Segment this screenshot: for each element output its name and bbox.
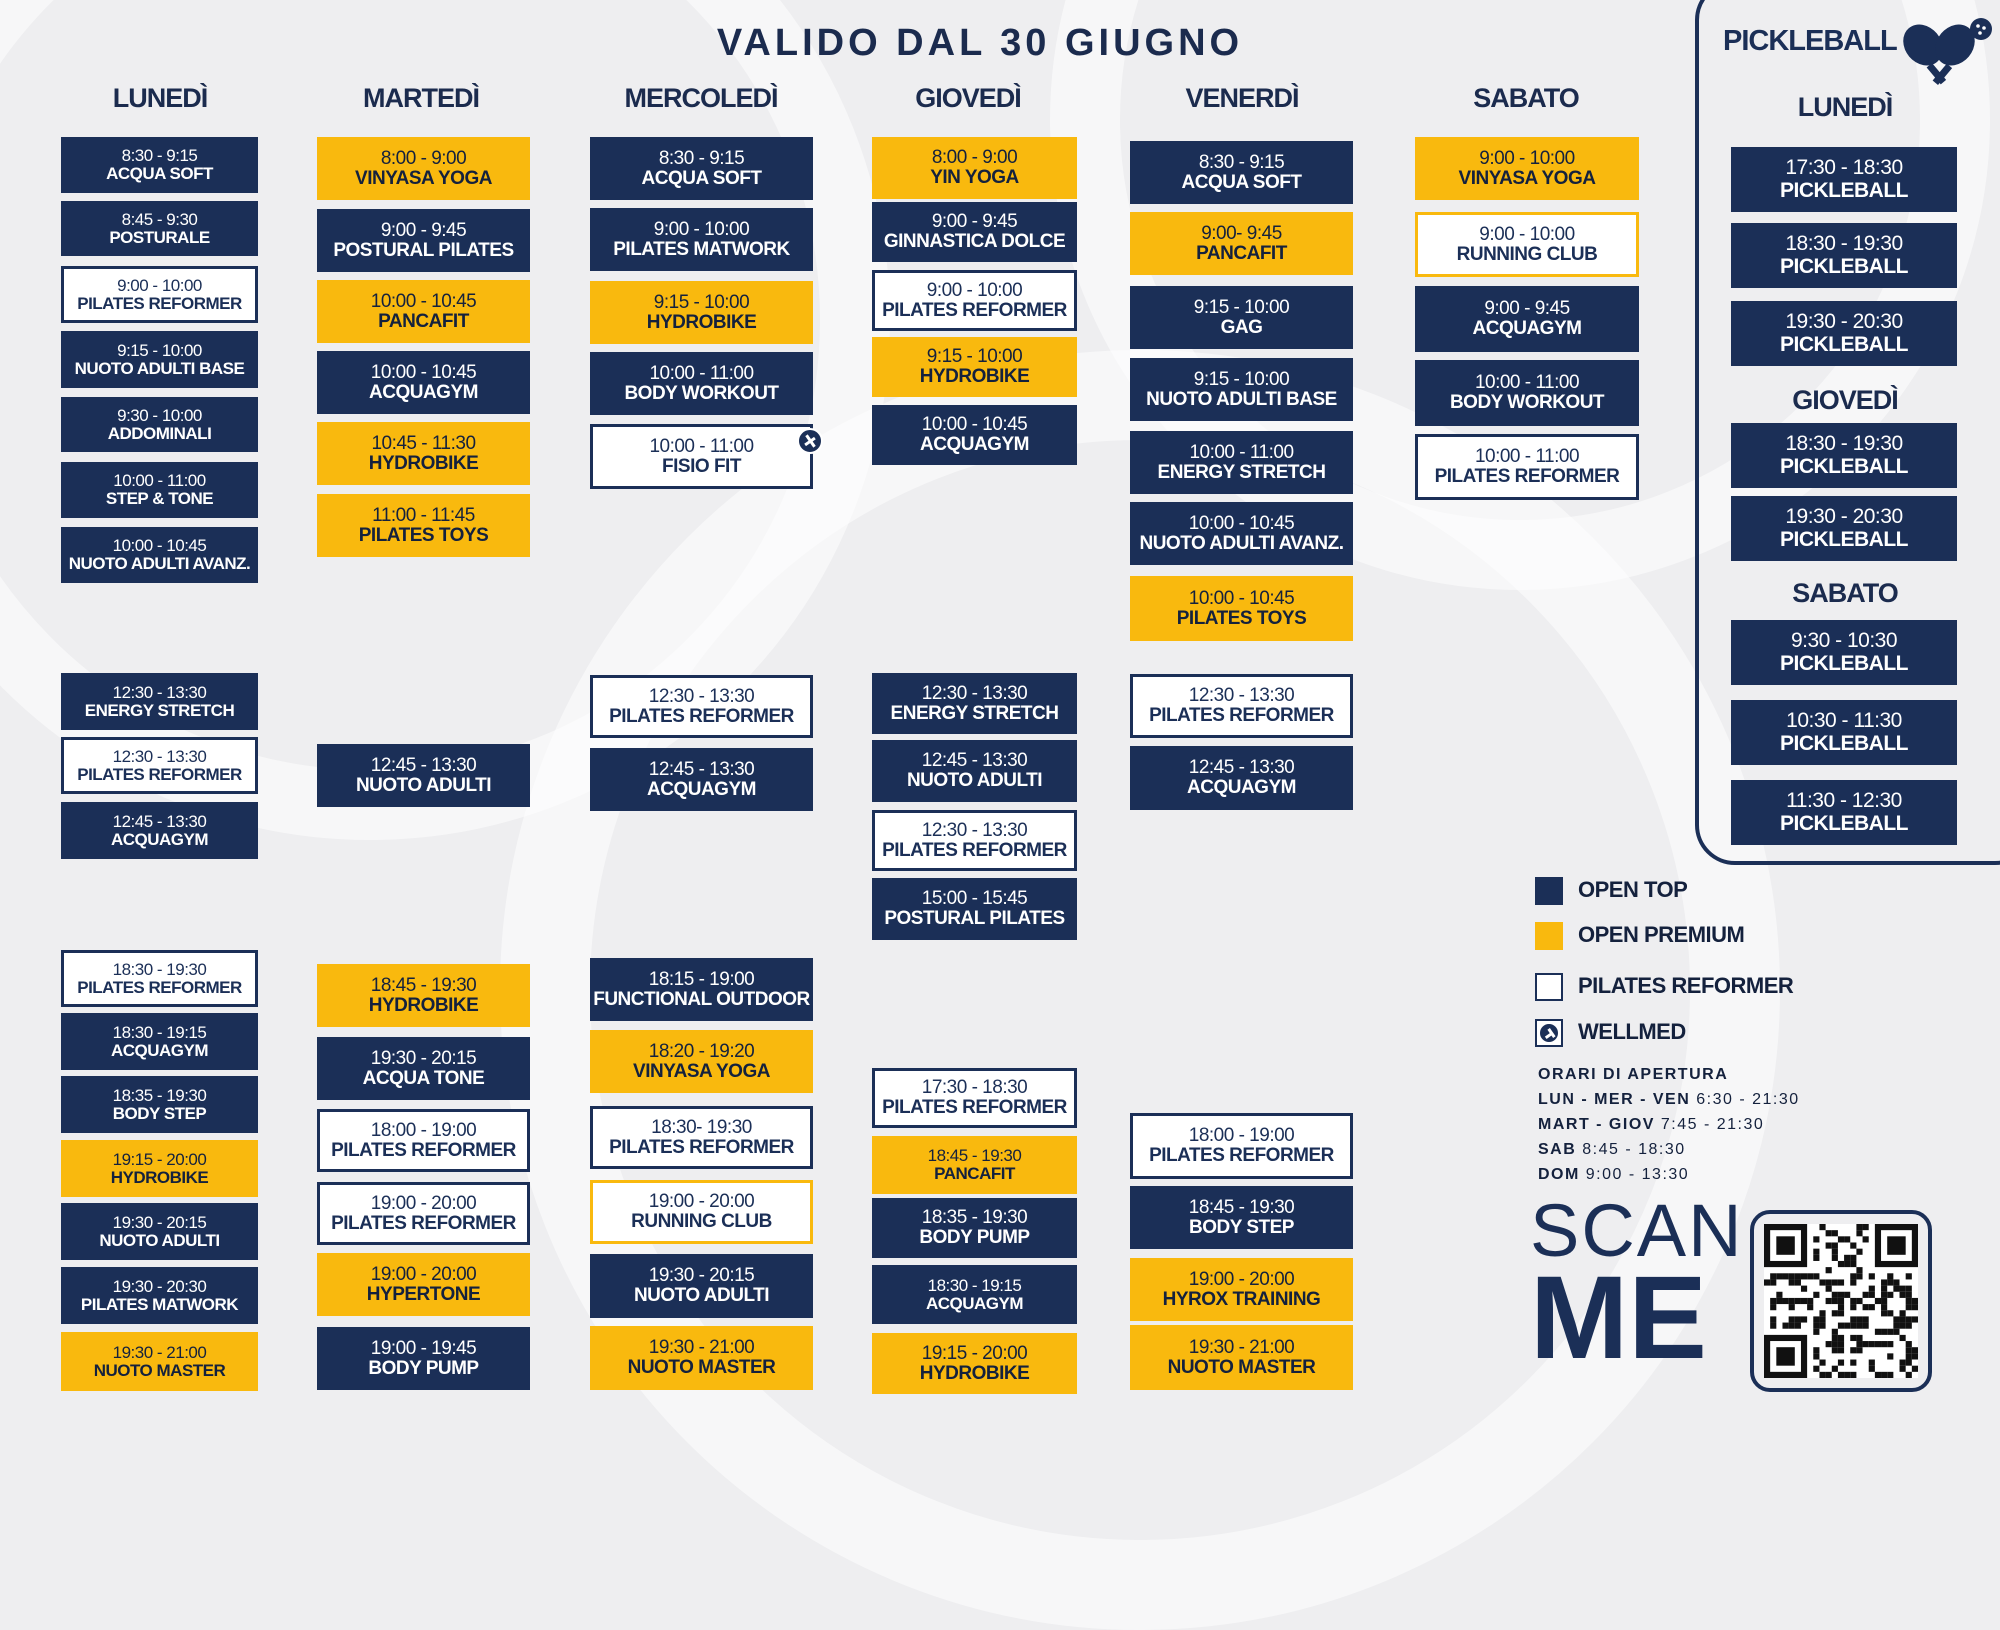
class-card-premium[interactable] <box>872 1333 1077 1394</box>
class-name: RUNNING CLUB <box>631 1211 772 1232</box>
class-name: NUOTO ADULTI AVANZ. <box>68 554 251 573</box>
class-time: 9:15 - 10:00 <box>926 346 1023 368</box>
class-time: 9:15 - 10:00 <box>117 340 202 360</box>
class-time: 12:45 - 13:30 <box>1188 757 1295 779</box>
slot-name: PICKLEBALL <box>1780 254 1908 278</box>
class-time: 9:00- 9:45 <box>1201 222 1282 244</box>
class-card-premium[interactable] <box>317 964 530 1027</box>
class-card-reformer[interactable] <box>1130 674 1353 738</box>
class-card-top[interactable] <box>872 405 1077 465</box>
class-time: 12:45 - 13:30 <box>112 811 207 831</box>
slot-time: 18:30 - 19:30 <box>1785 432 1903 456</box>
class-card-top[interactable] <box>590 748 813 811</box>
class-name: HYROX TRAINING <box>1162 1288 1321 1310</box>
class-card-running[interactable] <box>590 1180 813 1244</box>
pickleball-slot[interactable] <box>1731 780 1957 845</box>
class-card-top[interactable] <box>590 352 813 415</box>
class-time: 18:35 - 19:30 <box>921 1207 1028 1229</box>
class-card-top[interactable] <box>1130 1186 1353 1249</box>
class-time: 18:30- 19:30 <box>651 1116 752 1138</box>
class-name: PILATES REFORMER <box>882 1097 1067 1118</box>
class-time: 15:00 - 15:45 <box>921 888 1028 910</box>
class-card-top[interactable] <box>872 1265 1077 1324</box>
class-time: 8:30 - 9:15 <box>658 147 745 169</box>
class-card-top[interactable] <box>317 209 530 272</box>
class-card-top[interactable] <box>317 351 530 414</box>
opening-hours-title: ORARI DI APERTURA <box>1538 1066 1729 1083</box>
class-card-top[interactable] <box>1130 502 1353 565</box>
class-name: NUOTO ADULTI <box>99 1230 220 1250</box>
class-time: 12:45 - 13:30 <box>648 758 755 780</box>
class-time: 11:00 - 11:45 <box>372 504 475 526</box>
class-name: NUOTO MASTER <box>627 1357 776 1378</box>
class-name: HYDROBIKE <box>646 311 757 333</box>
class-time: 19:30 - 20:15 <box>370 1047 477 1069</box>
class-time: 19:00 - 20:00 <box>370 1192 477 1214</box>
class-name: ACQUAGYM <box>110 1040 209 1060</box>
class-time: 10:45 - 11:30 <box>371 432 476 454</box>
class-name: HYDROBIKE <box>368 994 479 1016</box>
pickleball-title: PICKLEBALL <box>1723 25 1897 57</box>
legend-label-open-premium: OPEN PREMIUM <box>1578 922 1745 947</box>
page-title: VALIDO DAL 30 GIUGNO <box>716 22 1244 64</box>
class-name: ENERGY STRETCH <box>1157 461 1326 483</box>
me-line: ME <box>1530 1251 1707 1384</box>
class-name: PILATES REFORMER <box>331 1212 516 1234</box>
class-name: POSTURAL PILATES <box>884 908 1065 929</box>
class-card-premium[interactable] <box>61 1140 258 1197</box>
class-time: 10:00 - 10:45 <box>1188 512 1295 534</box>
class-card-reformer[interactable] <box>61 266 258 323</box>
class-time: 19:30 - 20:30 <box>112 1276 207 1296</box>
class-card-premium[interactable] <box>317 1253 530 1316</box>
class-name: PILATES REFORMER <box>882 839 1067 861</box>
class-time: 10:00 - 10:45 <box>112 536 207 556</box>
class-card-reformer[interactable] <box>317 1109 530 1172</box>
legend-label-open-top: OPEN TOP <box>1578 877 1688 902</box>
class-name: GAG <box>1220 316 1263 338</box>
class-time: 19:15 - 20:00 <box>112 1149 207 1169</box>
class-card-top[interactable] <box>317 1037 530 1100</box>
day-heading-friday: VENERDÌ <box>1185 83 1299 113</box>
class-time: 10:00 - 11:00 <box>1474 446 1580 468</box>
class-time: 12:30 - 13:30 <box>1188 685 1295 707</box>
class-card-top[interactable] <box>61 673 258 730</box>
class-card-top[interactable] <box>61 1267 258 1324</box>
class-time: 12:30 - 13:30 <box>112 682 207 702</box>
pickleball-day-thursday: GIOVEDÌ <box>1792 385 1898 415</box>
class-name: ACQUAGYM <box>920 434 1029 455</box>
class-name: ACQUAGYM <box>1187 777 1296 798</box>
slot-name: PICKLEBALL <box>1780 454 1908 478</box>
slot-name: PICKLEBALL <box>1780 332 1908 356</box>
class-time: 18:00 - 19:00 <box>370 1119 477 1141</box>
class-card-reformer[interactable] <box>61 950 258 1007</box>
class-time: 8:45 - 9:30 <box>121 209 198 229</box>
class-name: BODY STEP <box>1189 1216 1294 1238</box>
wellmed-icon <box>797 428 823 454</box>
class-card-top[interactable] <box>872 1198 1077 1258</box>
class-card-reformer[interactable] <box>61 737 258 794</box>
class-card-premium[interactable] <box>590 281 813 344</box>
class-time: 18:35 - 19:30 <box>112 1085 207 1105</box>
class-time: 9:00 - 10:00 <box>653 218 750 240</box>
class-name: ACQUAGYM <box>1472 318 1582 339</box>
legend-swatch-open-top <box>1535 877 1563 905</box>
class-name: PILATES REFORMER <box>609 1136 794 1158</box>
class-name: PANCAFIT <box>378 310 469 332</box>
pickleball-slot[interactable] <box>1731 620 1957 685</box>
pickleball-slot[interactable] <box>1731 147 1957 212</box>
class-time: 19:30 - 21:00 <box>112 1342 207 1362</box>
class-name: NUOTO MASTER <box>1167 1356 1316 1378</box>
slot-time: 9:30 - 10:30 <box>1790 629 1898 653</box>
class-name: HYDROBIKE <box>919 1362 1030 1384</box>
class-name: BODY PUMP <box>368 1357 479 1379</box>
class-time: 9:00 - 9:45 <box>1484 298 1570 320</box>
class-card-premium[interactable] <box>317 137 530 200</box>
class-name: ACQUAGYM <box>647 778 756 800</box>
class-card-top[interactable] <box>590 1254 813 1318</box>
slot-name: PICKLEBALL <box>1780 811 1908 835</box>
class-name: PILATES REFORMER <box>609 705 794 727</box>
class-name: ACQUA SOFT <box>106 164 213 183</box>
class-name: PILATES TOYS <box>358 524 489 546</box>
class-name: BODY WORKOUT <box>624 382 779 404</box>
scan-line: SCAN <box>1530 1189 1744 1272</box>
class-time: 8:30 - 9:15 <box>1198 151 1285 173</box>
class-time: 19:00 - 20:00 <box>370 1263 477 1285</box>
class-card-premium[interactable] <box>317 280 530 343</box>
qr-code-icon[interactable] <box>1764 1224 1918 1378</box>
pickleball-slot[interactable] <box>1731 223 1957 288</box>
class-time: 19:30 - 20:15 <box>112 1212 207 1232</box>
class-time: 12:30 - 13:30 <box>921 819 1028 841</box>
class-name: HYDROBIKE <box>919 366 1030 387</box>
class-time: 12:45 - 13:30 <box>370 754 477 776</box>
pickleball-day-monday: LUNEDÌ <box>1797 92 1893 122</box>
class-time: 10:00 - 11:00 <box>649 362 754 384</box>
class-card-reformer[interactable] <box>872 1068 1077 1128</box>
class-name: PILATES REFORMER <box>1434 466 1620 487</box>
pickleball-paddles-icon <box>1895 15 1995 90</box>
slot-name: PICKLEBALL <box>1780 651 1908 675</box>
class-name: PILATES REFORMER <box>331 1139 516 1161</box>
class-time: 19:15 - 20:00 <box>921 1342 1028 1364</box>
class-card-top[interactable] <box>1130 431 1353 494</box>
class-name: RUNNING CLUB <box>1456 243 1598 265</box>
class-time: 17:30 - 18:30 <box>921 1077 1028 1099</box>
class-time: 9:00 - 10:00 <box>117 275 202 295</box>
class-time: 12:30 - 13:30 <box>112 746 207 766</box>
class-name: ENERGY STRETCH <box>84 700 235 720</box>
opening-hours-row: DOM 9:00 - 13:30 <box>1538 1166 1690 1183</box>
class-card-reformer[interactable] <box>1415 434 1639 500</box>
class-card-reformer[interactable] <box>872 270 1077 331</box>
class-time: 10:00 - 10:45 <box>921 414 1028 436</box>
class-name: NUOTO ADULTI AVANZ. <box>1139 532 1344 554</box>
class-time: 9:15 - 10:00 <box>1193 296 1290 318</box>
class-time: 18:45 - 19:30 <box>1188 1196 1295 1218</box>
class-name: PILATES TOYS <box>1176 607 1307 629</box>
class-time: 19:00 - 20:00 <box>648 1191 755 1213</box>
class-card-top[interactable] <box>317 1327 530 1390</box>
class-name: ACQUA SOFT <box>1181 171 1302 193</box>
class-time: 18:45 - 19:30 <box>927 1146 1022 1166</box>
class-card-top[interactable] <box>61 1203 258 1260</box>
class-name: HYDROBIKE <box>368 452 479 474</box>
class-time: 19:00 - 19:45 <box>370 1337 477 1359</box>
day-heading-thursday: GIOVEDÌ <box>915 83 1021 113</box>
class-time: 10:00 - 11:00 <box>113 471 206 491</box>
class-card-top[interactable] <box>590 208 813 271</box>
class-name: YIN YOGA <box>930 167 1019 188</box>
class-time: 18:00 - 19:00 <box>1188 1125 1295 1147</box>
class-time: 12:30 - 13:30 <box>921 682 1028 704</box>
class-name: PILATES REFORMER <box>77 293 242 313</box>
day-heading-saturday: SABATO <box>1473 83 1579 113</box>
class-card-top[interactable] <box>61 137 258 193</box>
class-name: BODY WORKOUT <box>1449 392 1605 413</box>
legend-label-wellmed: WELLMED <box>1578 1019 1686 1044</box>
pickleball-slot[interactable] <box>1731 700 1957 765</box>
class-card-reformer[interactable] <box>590 1106 813 1169</box>
class-name: BODY STEP <box>112 1103 207 1123</box>
class-card-premium[interactable] <box>872 337 1077 397</box>
class-card-premium[interactable] <box>1415 137 1639 200</box>
class-card-reformer[interactable] <box>317 1182 530 1245</box>
class-time: 10:00 - 10:45 <box>370 361 477 383</box>
class-card-top[interactable] <box>61 201 258 256</box>
class-time: 18:30 - 19:15 <box>927 1275 1022 1295</box>
class-card-top[interactable] <box>61 1076 258 1133</box>
class-time: 19:30 - 21:00 <box>648 1337 755 1359</box>
slot-time: 10:30 - 11:30 <box>1786 709 1902 733</box>
class-name: PILATES REFORMER <box>1149 705 1334 726</box>
class-name: POSTURALE <box>109 227 210 247</box>
class-card-top[interactable] <box>1130 358 1353 421</box>
class-time: 12:45 - 13:30 <box>921 750 1028 772</box>
class-name: PILATES REFORMER <box>882 299 1067 321</box>
class-card-reformer[interactable] <box>872 810 1077 871</box>
slot-time: 17:30 - 18:30 <box>1785 156 1903 180</box>
class-card-top[interactable] <box>61 527 258 583</box>
class-time: 9:15 - 10:00 <box>1193 368 1290 390</box>
class-time: 9:00 - 9:45 <box>380 219 467 241</box>
opening-hours-row: SAB 8:45 - 18:30 <box>1538 1141 1686 1158</box>
class-name: PANCAFIT <box>934 1164 1015 1183</box>
class-name: PILATES REFORMER <box>77 977 242 997</box>
class-card-top[interactable] <box>1130 141 1353 204</box>
class-name: FUNCTIONAL OUTDOOR <box>593 988 810 1010</box>
class-name: NUOTO ADULTI <box>906 770 1043 791</box>
day-heading-tuesday: MARTEDÌ <box>363 83 479 113</box>
slot-time: 19:30 - 20:30 <box>1785 310 1903 334</box>
class-name: ACQUAGYM <box>110 829 209 849</box>
class-card-premium[interactable] <box>1130 576 1353 641</box>
class-card-premium[interactable] <box>1130 1325 1353 1390</box>
class-card-wellmed[interactable] <box>590 424 813 489</box>
class-card-top[interactable] <box>872 673 1077 734</box>
class-time: 8:00 - 9:00 <box>380 147 467 169</box>
class-card-top[interactable] <box>61 331 258 388</box>
legend-swatch-pilates-reformer <box>1535 973 1563 1001</box>
class-card-premium[interactable] <box>1130 212 1353 275</box>
class-time: 18:30 - 19:15 <box>112 1022 207 1042</box>
slot-time: 18:30 - 19:30 <box>1785 232 1903 256</box>
class-name: VINYASA YOGA <box>1458 167 1596 189</box>
class-card-top[interactable] <box>872 878 1077 940</box>
class-name: ACQUAGYM <box>925 1293 1024 1313</box>
class-time: 9:15 - 10:00 <box>653 291 750 313</box>
class-card-top[interactable] <box>590 958 813 1021</box>
class-time: 18:15 - 19:00 <box>648 968 755 990</box>
class-time: 8:00 - 9:00 <box>931 147 1018 169</box>
slot-name: PICKLEBALL <box>1780 178 1908 202</box>
class-time: 8:30 - 9:15 <box>121 146 198 166</box>
class-time: 18:30 - 19:30 <box>112 959 207 979</box>
class-name: PILATES REFORMER <box>77 764 242 784</box>
class-time: 9:00 - 10:00 <box>1479 147 1575 169</box>
class-card-top[interactable] <box>1130 286 1353 349</box>
slot-name: PICKLEBALL <box>1780 731 1908 755</box>
class-name: ACQUA SOFT <box>641 167 762 189</box>
class-time: 12:30 - 13:30 <box>648 685 755 707</box>
class-name: PANCAFIT <box>1196 242 1287 264</box>
class-name: ACQUAGYM <box>369 381 478 403</box>
scan-me-text <box>1530 1189 1744 1384</box>
pickleball-day-saturday: SABATO <box>1792 578 1898 608</box>
class-time: 9:00 - 9:45 <box>931 211 1018 233</box>
class-name: HYDROBIKE <box>110 1167 209 1187</box>
class-card-premium[interactable] <box>872 1136 1077 1194</box>
class-name: GINNASTICA DOLCE <box>883 231 1066 252</box>
class-name: NUOTO ADULTI BASE <box>1146 388 1337 410</box>
class-name: ENERGY STRETCH <box>890 702 1059 724</box>
slot-time: 11:30 - 12:30 <box>1786 789 1902 813</box>
class-time: 19:00 - 20:00 <box>1188 1268 1295 1290</box>
class-name: ACQUA TONE <box>362 1067 485 1089</box>
class-time: 10:00 - 10:45 <box>1188 587 1295 609</box>
class-time: 9:00 - 10:00 <box>926 279 1023 301</box>
class-time: 18:20 - 19:20 <box>648 1040 755 1062</box>
class-card-premium[interactable] <box>590 1326 813 1390</box>
class-card-premium[interactable] <box>61 1332 258 1391</box>
class-name: BODY PUMP <box>919 1227 1030 1248</box>
class-card-top[interactable] <box>590 137 813 200</box>
class-card-premium[interactable] <box>317 422 530 485</box>
class-card-top[interactable] <box>61 802 258 859</box>
class-name: POSTURAL PILATES <box>333 239 514 261</box>
class-name: VINYASA YOGA <box>355 167 492 189</box>
legend-label-pilates-reformer: PILATES REFORMER <box>1578 973 1794 998</box>
class-time: 9:00 - 10:00 <box>1479 223 1575 245</box>
wellmed-icon <box>1535 1019 1563 1047</box>
class-card-top[interactable] <box>872 202 1077 262</box>
class-name: NUOTO ADULTI <box>355 774 492 796</box>
class-time: 19:30 - 20:15 <box>648 1265 755 1287</box>
class-time: 10:00 - 11:00 <box>649 435 754 457</box>
class-card-premium[interactable] <box>1130 1258 1353 1321</box>
class-time: 10:00 - 10:45 <box>370 290 477 312</box>
class-name: NUOTO ADULTI <box>633 1285 770 1306</box>
class-card-top[interactable] <box>61 397 258 452</box>
class-time: 10:00 - 11:00 <box>1474 372 1580 394</box>
class-card-top[interactable] <box>317 744 530 807</box>
class-name: PILATES MATWORK <box>80 1294 239 1314</box>
day-heading-wednesday: MERCOLEDÌ <box>624 83 778 113</box>
class-name: FISIO FIT <box>662 455 741 477</box>
class-name: PILATES MATWORK <box>613 238 790 260</box>
class-card-top[interactable] <box>61 1013 258 1070</box>
class-card-premium[interactable] <box>590 1030 813 1093</box>
class-card-top[interactable] <box>1130 746 1353 810</box>
class-name: PILATES REFORMER <box>1149 1145 1334 1166</box>
legend-swatch-open-premium <box>1535 922 1563 950</box>
class-card-premium[interactable] <box>317 494 530 557</box>
class-time: 10:00 - 11:00 <box>1189 441 1294 463</box>
class-card-reformer[interactable] <box>590 675 813 738</box>
class-name: NUOTO MASTER <box>93 1360 226 1380</box>
slot-time: 19:30 - 20:30 <box>1785 505 1903 529</box>
slot-name: PICKLEBALL <box>1780 527 1908 551</box>
class-time: 9:30 - 10:00 <box>117 405 202 425</box>
pickleball-slot[interactable] <box>1731 423 1957 488</box>
class-name: STEP & TONE <box>105 489 214 508</box>
opening-hours-row: LUN - MER - VEN 6:30 - 21:30 <box>1538 1091 1800 1108</box>
class-card-top[interactable] <box>1415 286 1639 352</box>
class-card-top[interactable] <box>1415 360 1639 426</box>
class-card-top[interactable] <box>61 462 258 518</box>
opening-hours-row: MART - GIOV 7:45 - 21:30 <box>1538 1116 1765 1133</box>
class-time: 18:45 - 19:30 <box>370 974 477 996</box>
class-name: NUOTO ADULTI BASE <box>74 358 245 378</box>
pickleball-slot[interactable] <box>1731 301 1957 366</box>
class-name: HYPERTONE <box>366 1283 481 1305</box>
class-card-running[interactable] <box>1415 212 1639 277</box>
day-heading-monday: LUNEDÌ <box>112 83 208 113</box>
class-name: ADDOMINALI <box>107 423 212 443</box>
class-card-premium[interactable] <box>872 137 1077 199</box>
class-time: 19:30 - 21:00 <box>1188 1336 1295 1358</box>
class-card-reformer[interactable] <box>1130 1113 1353 1179</box>
class-name: VINYASA YOGA <box>633 1060 770 1082</box>
pickleball-slot[interactable] <box>1731 496 1957 561</box>
class-card-top[interactable] <box>872 740 1077 802</box>
